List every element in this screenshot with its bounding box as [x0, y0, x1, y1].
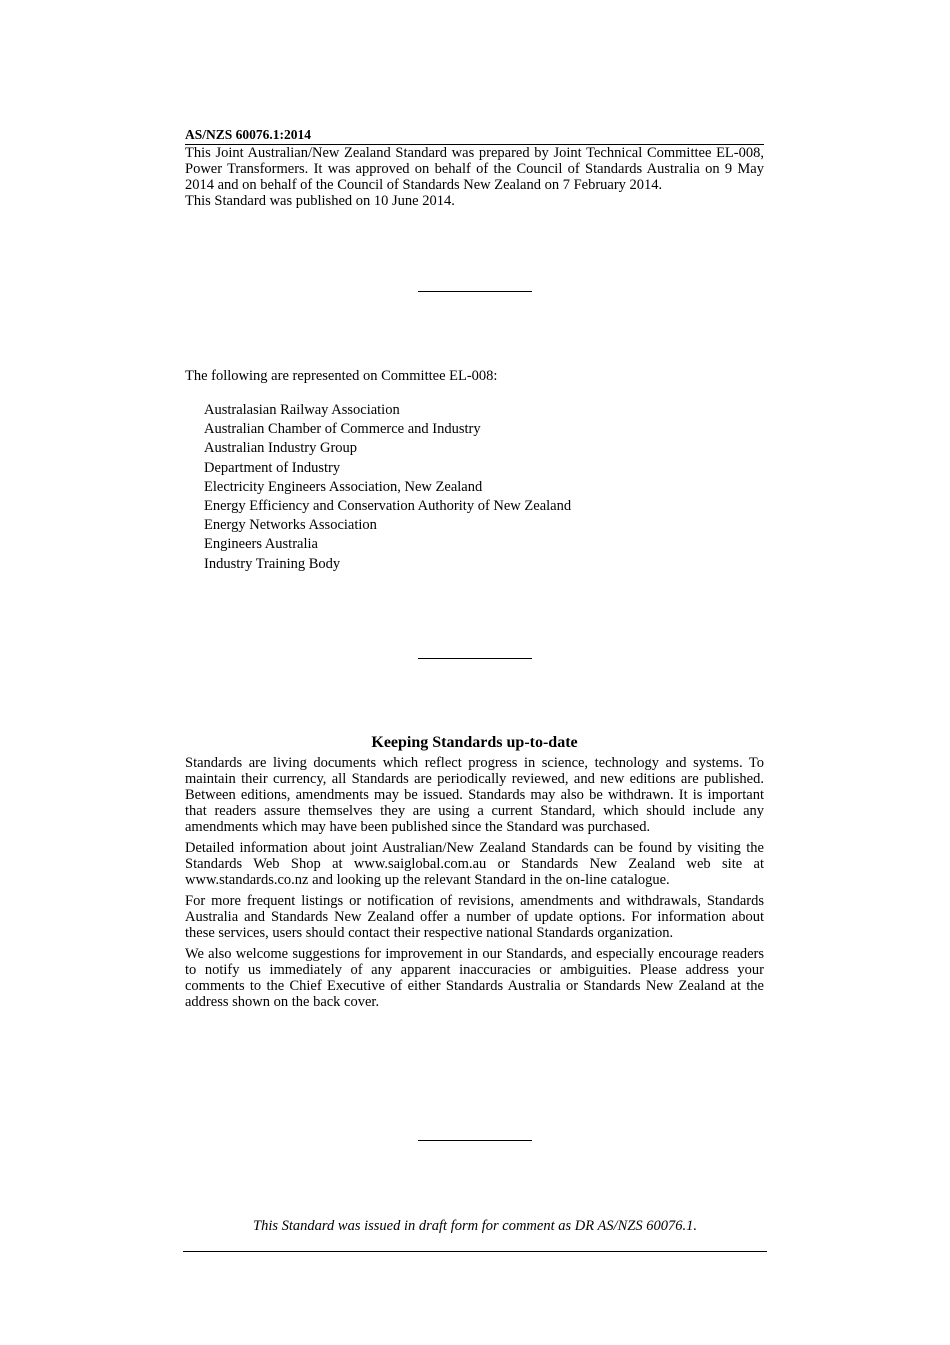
body-paragraph: We also welcome suggestions for improvement in our Standards, and especially encourage readers to notify us immediately of any apparent inaccuracies or ambiguities. Please address your comments to the Chief Executive of either Standards Australia or Standards New Zealand at the address shown on the back cover.: [185, 946, 764, 1010]
committee-member-list: [204, 401, 571, 574]
committee-intro: The following are represented on Committee EL-008:: [185, 368, 498, 384]
body-paragraph: Detailed information about joint Australian/New Zealand Standards can be found by visiting the Standards Web Shop at www.saiglobal.com.au or Standards New Zealand web site at www.standards.co.nz and looking up the relevant Standard in the on-line catalogue.: [185, 840, 764, 888]
committee-member: Engineers Australia: [204, 536, 318, 553]
body-paragraph: Standards are living documents which reflect progress in science, technology and systems. To maintain their currency, all Standards are periodically reviewed, and new editions are published. Between editions, amendments may be issued. Standards may also be withdrawn. It is important that readers assure themselves they are using a current Standard, which should include any amendments which may have been published since the Standard was purchased.: [185, 755, 764, 835]
preparation-paragraph: This Joint Australian/New Zealand Standard was prepared by Joint Technical Committee EL-008, Power Transformers. It was approved on behalf of the Council of Standards Australia on 9 May 2014 and on behalf of the Council of Standards New Zealand on 7 February 2014.: [185, 145, 764, 193]
committee-member: Energy Networks Association: [204, 517, 377, 534]
committee-member: Australasian Railway Association: [204, 402, 400, 418]
standard-identifier: AS/NZS 60076.1:2014: [185, 127, 764, 145]
footer-rule: [183, 1251, 767, 1252]
committee-member: Industry Training Body: [204, 555, 341, 572]
committee-member: Australian Chamber of Commerce and Industry: [204, 421, 481, 438]
section-divider: [418, 1140, 532, 1141]
section-divider: [418, 291, 532, 292]
committee-member: Australian Industry Group: [204, 440, 358, 457]
section-divider: [418, 658, 532, 659]
keeping-standards-body: [185, 755, 764, 1015]
publication-date-paragraph: This Standard was published on 10 June 2014.: [185, 193, 455, 209]
preparation-statement: [185, 145, 764, 209]
committee-member: Department of Industry: [204, 459, 341, 476]
draft-form-note: This Standard was issued in draft form for comment as DR AS/NZS 60076.1.: [253, 1218, 697, 1234]
body-paragraph: For more frequent listings or notification of revisions, amendments and withdrawals, Standards Australia and Standards New Zealand offer a number of update options. For information about these services, users should contact their respective national Standards organization.: [185, 893, 764, 941]
committee-member: Energy Efficiency and Conservation Authority of New Zealand: [204, 498, 572, 515]
keeping-standards-heading: Keeping Standards up-to-date: [371, 734, 578, 751]
committee-member: Electricity Engineers Association, New Zealand: [204, 478, 483, 495]
